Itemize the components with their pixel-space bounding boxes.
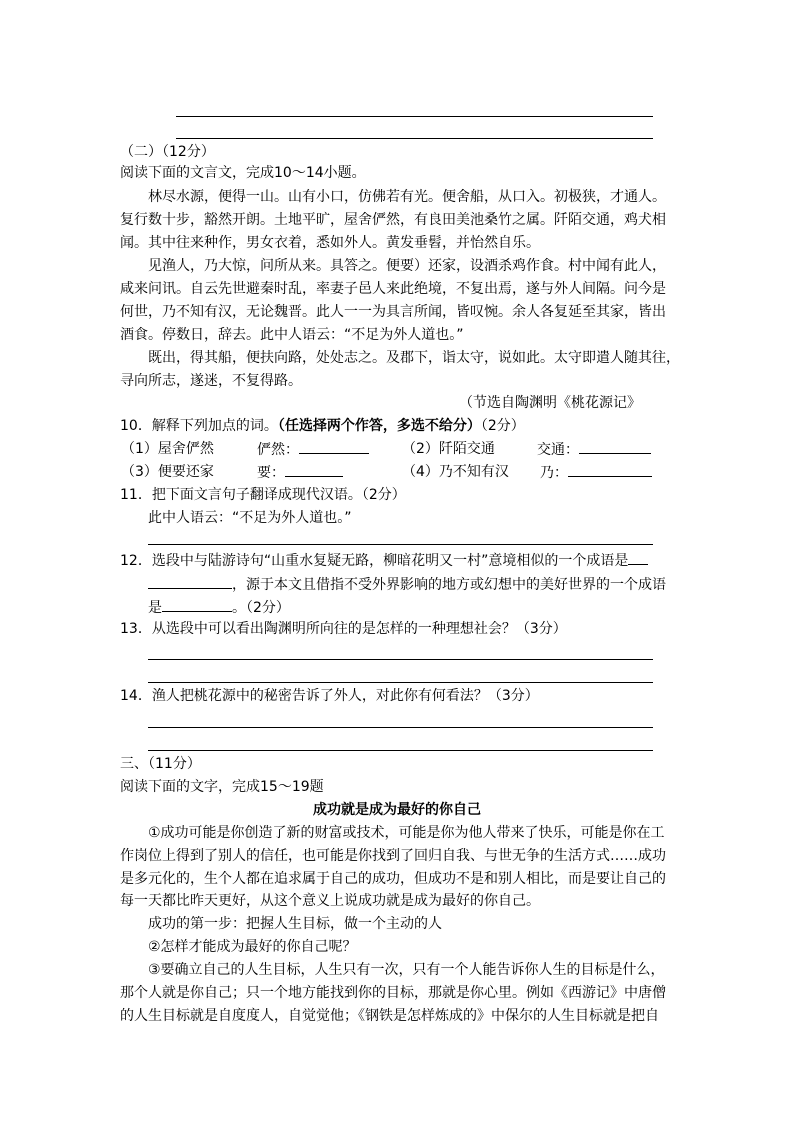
q10-answer-blank-1[interactable] xyxy=(299,439,369,454)
q10-item-4 xyxy=(402,462,509,482)
q13-answer-line[interactable] xyxy=(148,659,653,660)
q12-text-1: 12．选段中与陆游诗句“山重水复疑无路，柳暗花明又一村”意境相似的一个成语是 xyxy=(120,553,629,569)
q10-item-3-word xyxy=(257,462,343,483)
q10-stem-bold: （任选择两个作答，多选不给分） xyxy=(277,418,481,434)
q10-item-word: 乃： xyxy=(540,465,568,481)
q11-sentence: 此中人语云：“不足为外人道也。” xyxy=(148,510,352,526)
q14-answer-line[interactable] xyxy=(148,750,653,751)
q10-item-4-word xyxy=(540,462,652,483)
q12-text-3-prefix: 是 xyxy=(148,600,162,616)
q12-line3 xyxy=(148,597,290,618)
q10-item-word: 交通： xyxy=(537,442,579,458)
q10-answer-blank-3[interactable] xyxy=(285,462,343,477)
q10-item-3 xyxy=(121,462,214,482)
article-title: 成功就是成为最好的你自己 xyxy=(313,802,481,818)
q10-item-word: 要： xyxy=(257,465,285,481)
passage-source: （节选自陶渊明《桃花源记》 xyxy=(459,395,641,411)
q10-stem-prefix: 10．解释下列加点的词。 xyxy=(120,418,278,434)
q11-answer-line[interactable] xyxy=(148,544,653,545)
q10-answer-blank-4[interactable] xyxy=(568,462,652,477)
passage-line: 见渔人，乃大惊，问所从来。具答之。便要）还家，设酒杀鸡作食。村中闻有此人， xyxy=(148,258,666,274)
section2-header: （二）（12分） xyxy=(120,144,215,160)
q10-stem-suffix: （2分） xyxy=(480,418,525,434)
article-line: 那个人就是你自己；只一个地方能找到你的目标，那就是你心里。例如《西游记》中唐僧 xyxy=(120,985,666,1001)
article-line: 是多元化的，生个人都在追求属于自己的成功，但成功不是和别人相比，而是要让自己的 xyxy=(120,871,666,887)
article-subheading: 成功的第一步：把握人生目标，做一个主动的人 xyxy=(148,916,442,932)
article-line: ②怎样才能成为最好的你自己呢？ xyxy=(148,939,357,955)
answer-line xyxy=(176,116,653,117)
q10-answer-blank-2[interactable] xyxy=(579,439,651,454)
q10-item-num: （2）阡陌交通 xyxy=(402,441,495,457)
q10-item-1-word xyxy=(257,439,369,460)
q12-line1 xyxy=(120,550,648,571)
passage-line: 林尽水源，便得一山。山有小口，仿佛若有光。便舍船，从口入。初极狭，才通人。 xyxy=(148,189,666,205)
article-line: 每一天都比昨天更好，从这个意义上说成功就是成为最好的你自己。 xyxy=(120,893,540,909)
passage-line: 寻向所志，遂迷，不复得路。 xyxy=(120,373,302,389)
q12-text-2: ，源于本文且借指不受外界影响的地方或幻想中的美好世界的一个成语 xyxy=(232,577,666,593)
q12-answer-blank-1a[interactable] xyxy=(628,550,648,565)
passage-line: 既出，得其船，便扶向路，处处志之。及郡下，诣太守，说如此。太守即遣人随其往， xyxy=(148,350,680,366)
section3-header: 三、（11分） xyxy=(120,756,201,772)
q13-stem: 13．从选段中可以看出陶渊明所向往的是怎样的一种理想社会？（3分） xyxy=(120,621,567,637)
passage-line: 复行数十步，豁然开朗。土地平旷，屋舍俨然，有良田美池桑竹之属。阡陌交通，鸡犬相 xyxy=(120,212,666,228)
q10-item-2 xyxy=(402,439,495,459)
passage-line: 何世，乃不知有汉，无论魏晋。此人一一为具言所闻，皆叹惋。余人各复延至其家，皆出 xyxy=(120,304,666,320)
q10-item-word: 俨然： xyxy=(257,442,299,458)
q12-text-3-suffix: 。（2分） xyxy=(232,600,290,616)
q10-stem xyxy=(120,416,525,436)
passage-line: 闻。其中往来种作，男女衣着，悉如外人。黄发垂髫，并怡然自乐。 xyxy=(120,235,540,251)
q10-item-num: （3）便要还家 xyxy=(121,464,214,480)
q10-item-1 xyxy=(121,439,214,459)
q10-item-num: （1）屋舍俨然 xyxy=(121,441,214,457)
article-line: 的人生目标就是自度度人，自觉觉他；《钢铁是怎样炼成的》中保尔的人生目标就是把自 xyxy=(120,1008,659,1024)
q14-stem: 14．渔人把桃花源中的秘密告诉了外人，对此你有何看法？（3分） xyxy=(120,688,539,704)
q10-item-num: （4）乃不知有汉 xyxy=(402,464,509,480)
q13-answer-line[interactable] xyxy=(148,682,653,683)
article-line: ①成功可能是你创造了新的财富或技术，可能是你为他人带来了快乐，可能是你在工 xyxy=(148,825,665,841)
answer-line xyxy=(176,138,653,139)
q12-answer-blank-1b[interactable] xyxy=(148,574,232,589)
q10-item-2-word xyxy=(537,439,651,460)
article-line: 作岗位上得到了别人的信任，也可能是你找到了回归自我、与世无争的生活方式……成功 xyxy=(120,848,666,864)
q12-answer-blank-2[interactable] xyxy=(162,597,232,612)
passage-line: 咸来问讯。自云先世避秦时乱，率妻子邑人来此绝境，不复出焉，遂与外人间隔。问今是 xyxy=(120,281,666,297)
q14-answer-line[interactable] xyxy=(148,727,653,728)
passage-line: 酒食。停数日，辞去。此中人语云：“不足为外人道也。” xyxy=(120,327,464,343)
section3-instruction: 阅读下面的文字，完成15～19题 xyxy=(120,779,324,795)
q11-stem: 11．把下面文言句子翻译成现代汉语。（2分） xyxy=(120,487,406,503)
section2-instruction: 阅读下面的文言文，完成10～14小题。 xyxy=(120,165,366,181)
article-line: ③要确立自己的人生目标，人生只有一次，只有一个人能告诉你人生的目标是什么， xyxy=(148,962,665,978)
q12-line2 xyxy=(148,574,666,595)
